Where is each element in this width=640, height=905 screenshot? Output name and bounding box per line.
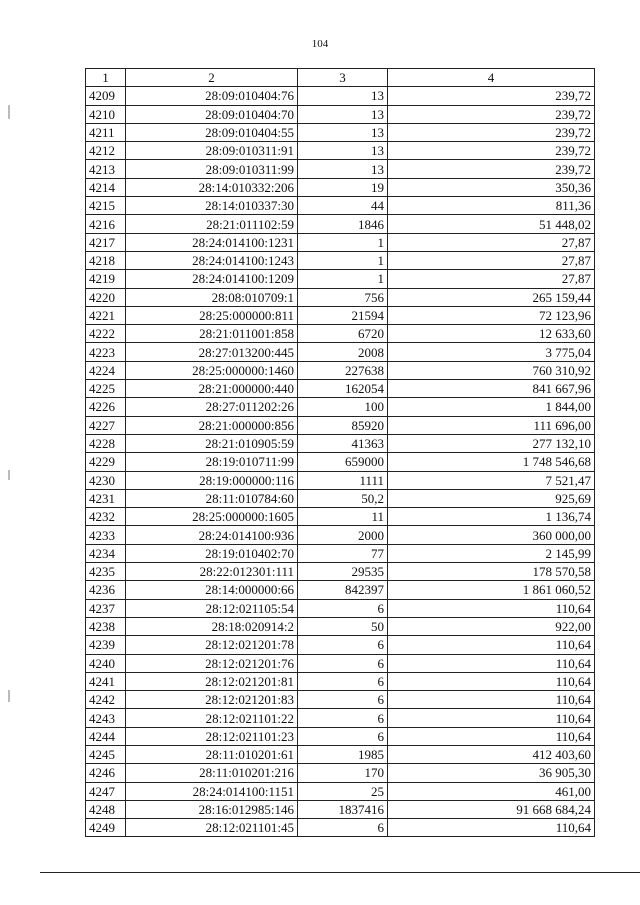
amount-cell: 841 667,96 [388, 380, 595, 398]
cadastral-number-cell: 28:27:013200:445 [126, 343, 298, 361]
area-cell: 1 [298, 270, 388, 288]
amount-cell: 110,64 [388, 709, 595, 727]
scan-margin-mark [8, 690, 10, 702]
area-cell: 6 [298, 599, 388, 617]
table-row [86, 489, 595, 507]
row-number-cell: 4231 [86, 489, 126, 507]
area-cell: 6 [298, 709, 388, 727]
amount-cell: 111 696,00 [388, 416, 595, 434]
row-number-cell: 4212 [86, 142, 126, 160]
amount-cell: 36 905,30 [388, 764, 595, 782]
row-number-cell: 4235 [86, 563, 126, 581]
area-cell: 6720 [298, 325, 388, 343]
area-cell: 162054 [298, 380, 388, 398]
row-number-cell: 4213 [86, 160, 126, 178]
amount-cell: 27,87 [388, 233, 595, 251]
area-cell: 2008 [298, 343, 388, 361]
amount-cell: 12 633,60 [388, 325, 595, 343]
table-row [86, 654, 595, 672]
row-number-cell: 4233 [86, 526, 126, 544]
cadastral-number-cell: 28:11:010201:216 [126, 764, 298, 782]
cadastral-number-cell: 28:21:000000:440 [126, 380, 298, 398]
area-cell: 21594 [298, 306, 388, 324]
row-number-cell: 4216 [86, 215, 126, 233]
cadastral-number-cell: 28:12:021101:45 [126, 819, 298, 837]
amount-cell: 412 403,60 [388, 745, 595, 763]
amount-cell: 110,64 [388, 636, 595, 654]
area-cell: 50 [298, 617, 388, 635]
area-cell: 13 [298, 105, 388, 123]
table-row [86, 581, 595, 599]
amount-cell: 1 136,74 [388, 508, 595, 526]
table-row [86, 526, 595, 544]
row-number-cell: 4241 [86, 672, 126, 690]
area-cell: 100 [298, 398, 388, 416]
cadastral-number-cell: 28:09:010311:91 [126, 142, 298, 160]
cadastral-number-cell: 28:19:010402:70 [126, 544, 298, 562]
amount-cell: 110,64 [388, 599, 595, 617]
row-number-cell: 4236 [86, 581, 126, 599]
area-cell: 44 [298, 197, 388, 215]
cadastral-number-cell: 28:21:011102:59 [126, 215, 298, 233]
column-header: 2 [126, 69, 298, 87]
area-cell: 13 [298, 160, 388, 178]
cadastral-number-cell: 28:09:010404:70 [126, 105, 298, 123]
area-cell: 50,2 [298, 489, 388, 507]
table-row [86, 471, 595, 489]
amount-cell: 239,72 [388, 160, 595, 178]
amount-cell: 72 123,96 [388, 306, 595, 324]
table-row [86, 563, 595, 581]
row-number-cell: 4226 [86, 398, 126, 416]
area-cell: 1111 [298, 471, 388, 489]
scan-margin-mark [8, 470, 10, 480]
table-row [86, 380, 595, 398]
cadastral-number-cell: 28:09:010404:55 [126, 123, 298, 141]
area-cell: 170 [298, 764, 388, 782]
area-cell: 756 [298, 288, 388, 306]
amount-cell: 27,87 [388, 251, 595, 269]
row-number-cell: 4223 [86, 343, 126, 361]
row-number-cell: 4220 [86, 288, 126, 306]
amount-cell: 265 159,44 [388, 288, 595, 306]
cadastral-number-cell: 28:24:014100:1243 [126, 251, 298, 269]
row-number-cell: 4237 [86, 599, 126, 617]
row-number-cell: 4219 [86, 270, 126, 288]
area-cell: 6 [298, 672, 388, 690]
page-number: 104 [311, 38, 329, 50]
amount-cell: 110,64 [388, 672, 595, 690]
cadastral-number-cell: 28:22:012301:111 [126, 563, 298, 581]
cadastral-number-cell: 28:24:014100:1151 [126, 782, 298, 800]
table-row [86, 544, 595, 562]
cadastral-number-cell: 28:09:010404:76 [126, 87, 298, 105]
cadastral-number-cell: 28:11:010201:61 [126, 745, 298, 763]
cadastral-number-cell: 28:12:021101:22 [126, 709, 298, 727]
area-cell: 77 [298, 544, 388, 562]
cadastral-number-cell: 28:18:020914:2 [126, 617, 298, 635]
cadastral-number-cell: 28:12:021201:81 [126, 672, 298, 690]
area-cell: 6 [298, 691, 388, 709]
cadastral-number-cell: 28:16:012985:146 [126, 800, 298, 818]
area-cell: 659000 [298, 453, 388, 471]
column-header: 3 [298, 69, 388, 87]
table-header-row [86, 69, 595, 87]
table-row [86, 87, 595, 105]
area-cell: 41363 [298, 434, 388, 452]
area-cell: 2000 [298, 526, 388, 544]
table-row [86, 416, 595, 434]
area-cell: 11 [298, 508, 388, 526]
row-number-cell: 4210 [86, 105, 126, 123]
amount-cell: 811,36 [388, 197, 595, 215]
row-number-cell: 4225 [86, 380, 126, 398]
row-number-cell: 4218 [86, 251, 126, 269]
table-row [86, 764, 595, 782]
amount-cell: 239,72 [388, 123, 595, 141]
amount-cell: 239,72 [388, 105, 595, 123]
amount-cell: 178 570,58 [388, 563, 595, 581]
table-row [86, 636, 595, 654]
table-row [86, 288, 595, 306]
amount-cell: 1 748 546,68 [388, 453, 595, 471]
cadastral-number-cell: 28:24:014100:936 [126, 526, 298, 544]
row-number-cell: 4247 [86, 782, 126, 800]
area-cell: 6 [298, 636, 388, 654]
row-number-cell: 4224 [86, 361, 126, 379]
area-cell: 1985 [298, 745, 388, 763]
row-number-cell: 4234 [86, 544, 126, 562]
data-table [85, 68, 595, 837]
row-number-cell: 4211 [86, 123, 126, 141]
row-number-cell: 4246 [86, 764, 126, 782]
table-row [86, 142, 595, 160]
amount-cell: 110,64 [388, 691, 595, 709]
row-number-cell: 4209 [86, 87, 126, 105]
amount-cell: 461,00 [388, 782, 595, 800]
amount-cell: 922,00 [388, 617, 595, 635]
row-number-cell: 4232 [86, 508, 126, 526]
footer-divider [40, 872, 640, 873]
amount-cell: 3 775,04 [388, 343, 595, 361]
amount-cell: 110,64 [388, 819, 595, 837]
area-cell: 13 [298, 123, 388, 141]
amount-cell: 91 668 684,24 [388, 800, 595, 818]
area-cell: 1 [298, 251, 388, 269]
table-row [86, 343, 595, 361]
area-cell: 6 [298, 654, 388, 672]
table-row [86, 325, 595, 343]
amount-cell: 7 521,47 [388, 471, 595, 489]
cadastral-number-cell: 28:27:011202:26 [126, 398, 298, 416]
amount-cell: 239,72 [388, 142, 595, 160]
amount-cell: 27,87 [388, 270, 595, 288]
row-number-cell: 4222 [86, 325, 126, 343]
column-header: 1 [86, 69, 126, 87]
table-row [86, 123, 595, 141]
amount-cell: 110,64 [388, 654, 595, 672]
row-number-cell: 4227 [86, 416, 126, 434]
row-number-cell: 4240 [86, 654, 126, 672]
table-row [86, 251, 595, 269]
table-row [86, 215, 595, 233]
cadastral-number-cell: 28:08:010709:1 [126, 288, 298, 306]
area-cell: 1837416 [298, 800, 388, 818]
amount-cell: 51 448,02 [388, 215, 595, 233]
table-row [86, 434, 595, 452]
cadastral-number-cell: 28:25:000000:1605 [126, 508, 298, 526]
table-row [86, 178, 595, 196]
cadastral-number-cell: 28:21:011001:858 [126, 325, 298, 343]
cadastral-number-cell: 28:12:021201:76 [126, 654, 298, 672]
cadastral-number-cell: 28:21:000000:856 [126, 416, 298, 434]
table-row [86, 197, 595, 215]
cadastral-number-cell: 28:19:000000:116 [126, 471, 298, 489]
area-cell: 85920 [298, 416, 388, 434]
row-number-cell: 4230 [86, 471, 126, 489]
row-number-cell: 4243 [86, 709, 126, 727]
amount-cell: 239,72 [388, 87, 595, 105]
table-row [86, 691, 595, 709]
row-number-cell: 4244 [86, 727, 126, 745]
area-cell: 29535 [298, 563, 388, 581]
amount-cell: 1 844,00 [388, 398, 595, 416]
amount-cell: 350,36 [388, 178, 595, 196]
cadastral-number-cell: 28:12:021201:83 [126, 691, 298, 709]
cadastral-number-cell: 28:19:010711:99 [126, 453, 298, 471]
table-row [86, 105, 595, 123]
table-row [86, 233, 595, 251]
amount-cell: 1 861 060,52 [388, 581, 595, 599]
cadastral-number-cell: 28:12:021105:54 [126, 599, 298, 617]
cadastral-number-cell: 28:09:010311:99 [126, 160, 298, 178]
area-cell: 1 [298, 233, 388, 251]
cadastral-number-cell: 28:24:014100:1231 [126, 233, 298, 251]
cadastral-number-cell: 28:12:021201:78 [126, 636, 298, 654]
cadastral-number-cell: 28:11:010784:60 [126, 489, 298, 507]
area-cell: 13 [298, 142, 388, 160]
cadastral-number-cell: 28:25:000000:1460 [126, 361, 298, 379]
row-number-cell: 4249 [86, 819, 126, 837]
area-cell: 6 [298, 727, 388, 745]
cadastral-number-cell: 28:12:021101:23 [126, 727, 298, 745]
cadastral-number-cell: 28:14:000000:66 [126, 581, 298, 599]
amount-cell: 2 145,99 [388, 544, 595, 562]
table-row [86, 727, 595, 745]
cadastral-number-cell: 28:25:000000:811 [126, 306, 298, 324]
table-row [86, 270, 595, 288]
table-row [86, 453, 595, 471]
area-cell: 19 [298, 178, 388, 196]
table-row [86, 599, 595, 617]
table-row [86, 508, 595, 526]
row-number-cell: 4221 [86, 306, 126, 324]
area-cell: 13 [298, 87, 388, 105]
row-number-cell: 4239 [86, 636, 126, 654]
cadastral-number-cell: 28:14:010337:30 [126, 197, 298, 215]
row-number-cell: 4242 [86, 691, 126, 709]
area-cell: 842397 [298, 581, 388, 599]
amount-cell: 925,69 [388, 489, 595, 507]
table-row [86, 800, 595, 818]
table-row [86, 745, 595, 763]
area-cell: 227638 [298, 361, 388, 379]
table-row [86, 819, 595, 837]
table-row [86, 160, 595, 178]
cadastral-number-cell: 28:14:010332:206 [126, 178, 298, 196]
table-row [86, 361, 595, 379]
area-cell: 25 [298, 782, 388, 800]
scan-margin-mark [8, 105, 10, 119]
row-number-cell: 4217 [86, 233, 126, 251]
row-number-cell: 4248 [86, 800, 126, 818]
row-number-cell: 4215 [86, 197, 126, 215]
amount-cell: 360 000,00 [388, 526, 595, 544]
row-number-cell: 4228 [86, 434, 126, 452]
cadastral-number-cell: 28:21:010905:59 [126, 434, 298, 452]
table-row [86, 306, 595, 324]
column-header: 4 [388, 69, 595, 87]
area-cell: 6 [298, 819, 388, 837]
table-row [86, 617, 595, 635]
area-cell: 1846 [298, 215, 388, 233]
amount-cell: 110,64 [388, 727, 595, 745]
row-number-cell: 4214 [86, 178, 126, 196]
table-row [86, 672, 595, 690]
amount-cell: 277 132,10 [388, 434, 595, 452]
row-number-cell: 4229 [86, 453, 126, 471]
row-number-cell: 4245 [86, 745, 126, 763]
table-row [86, 398, 595, 416]
table-body [86, 87, 595, 837]
table-row [86, 782, 595, 800]
amount-cell: 760 310,92 [388, 361, 595, 379]
table-row [86, 709, 595, 727]
row-number-cell: 4238 [86, 617, 126, 635]
cadastral-number-cell: 28:24:014100:1209 [126, 270, 298, 288]
